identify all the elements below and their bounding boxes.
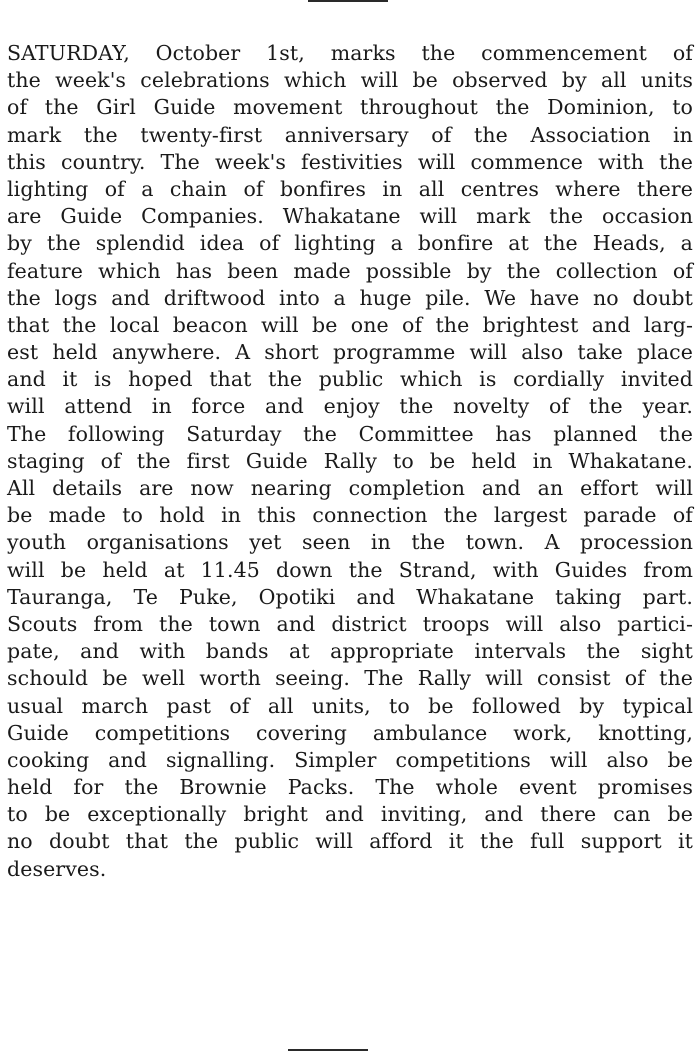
article-line: Tauranga, Te Puke, Opotiki and Whakatane taking part. <box>7 584 693 609</box>
article-line: pate, and with bands at appropriate intervals the sight <box>7 639 693 664</box>
article-line: lighting of a chain of bonfires in all centres where there <box>7 176 693 201</box>
article-line: feature which has been made possible by the collection of <box>7 258 693 283</box>
article-line: will be held at 11.45 down the Strand, with Guides from <box>7 557 693 582</box>
top-divider-rule <box>308 0 388 2</box>
article-line: and it is hoped that the public which is cordially invited <box>7 367 693 392</box>
article-line: by the splendid idea of lighting a bonfire at the Heads, a <box>7 231 693 256</box>
article-line: no doubt that the public will afford it the full support it <box>7 829 693 854</box>
article-line: held for the Brownie Packs. The whole event promises <box>7 775 693 800</box>
article-line: that the local beacon will be one of the brightest and larg- <box>7 312 693 337</box>
bottom-divider-rule <box>288 1049 368 1051</box>
article-line: staging of the first Guide Rally to be held in Whakatane. <box>7 448 693 473</box>
article-line: of the Girl Guide movement throughout the Dominion, to <box>7 95 693 120</box>
article-line: the logs and driftwood into a huge pile. We have no doubt <box>7 285 693 310</box>
article-body <box>7 40 693 883</box>
article-line: are Guide Companies. Whakatane will mark the occasion <box>7 204 693 229</box>
article-line-last: deserves. <box>7 856 107 881</box>
article-line: be made to hold in this connection the largest parade of <box>7 503 693 528</box>
article-line: SATURDAY, October 1st, marks the commencement of <box>7 41 693 65</box>
article-line: Scouts from the town and district troops will also partici- <box>7 611 693 636</box>
article-line: usual march past of all units, to be followed by typical <box>7 693 693 718</box>
article-line: the week's celebrations which will be observed by all units <box>7 68 693 93</box>
article-line: The following Saturday the Committee has planned the <box>7 421 693 446</box>
article-line: youth organisations yet seen in the town. A procession <box>7 530 693 555</box>
article-line: All details are now nearing completion and an effort will <box>7 476 693 500</box>
article-line: est held anywhere. A short programme will also take place <box>7 340 693 365</box>
article-line: schould be well worth seeing. The Rally will consist of the <box>7 666 693 691</box>
article-line: Guide competitions covering ambulance work, knotting, <box>7 720 693 745</box>
article-line: cooking and signalling. Simpler competitions will also be <box>7 747 693 772</box>
article-line: will attend in force and enjoy the novelty of the year. <box>7 394 693 419</box>
article-line: mark the twenty-first anniversary of the Association in <box>7 122 693 147</box>
article-line: this country. The week's festivities will commence with the <box>7 149 693 174</box>
article-line: to be exceptionally bright and inviting, and there can be <box>7 802 693 827</box>
